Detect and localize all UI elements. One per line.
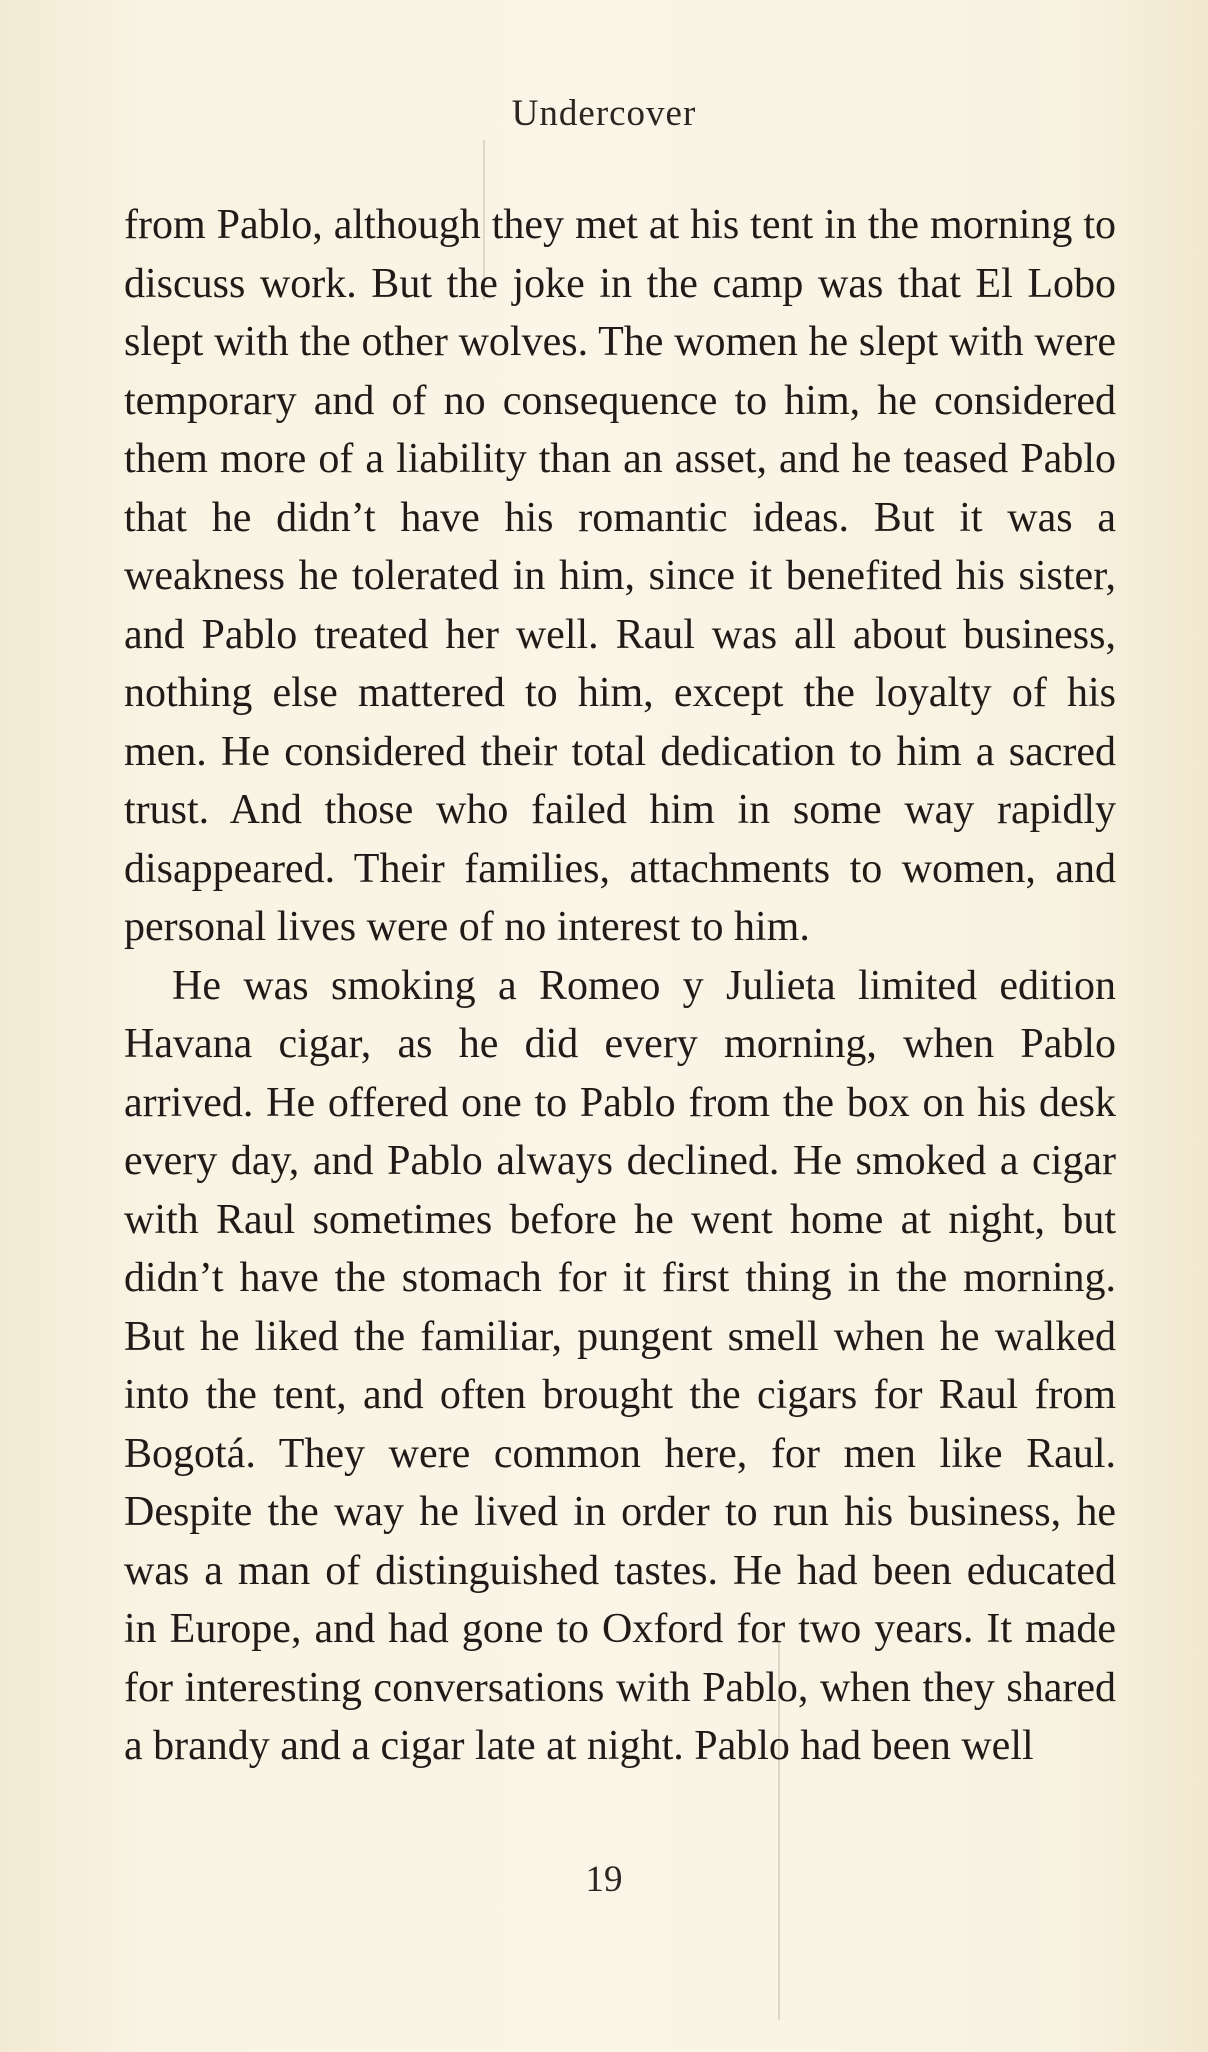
page-number: 19	[585, 1859, 623, 1900]
running-head: Undercover	[511, 93, 697, 134]
paragraph-2: He was smoking a Romeo y Julieta limited edition Havana cigar, as he did every morning, when Pablo arrived. He offered one to Pablo from the box on his desk every day, and Pablo always declined. He smoked a cigar with Raul sometimes before he went home at night, but didn’t have the stomach for it first thing in the morning. But he liked the familiar, pungent smell when he walked into the tent, and often brought the cigars for Raul from Bogotá. They were common here, for men like Raul. Despite the way he lived in order to run his business, he was a man of distinguished tastes. He had been educated in Europe, and had gone to Oxford for two years. It made for interesting conversations with Pablo, when they shared a brandy and a cigar late at night. Pablo had been well	[124, 962, 1116, 1769]
body-text	[124, 196, 1116, 1776]
paragraph-1: from Pablo, although they met at his tent in the morning to discuss work. But the joke in the camp was that El Lobo slept with the other wolves. The women he slept with were temporary and of no consequence to him, he considered them more of a liability than an asset, and he teased Pablo that he didn’t have his romantic ideas. But it was a weakness he tolerated in him, since it benefited his sister, and Pablo treated her well. Raul was all about business, nothing else mattered to him, except the loyalty of his men. He considered their total dedication to him a sacred trust. And those who failed him in some way rapidly disappeared. Their families, attachments to women, and personal lives were of no interest to him.	[124, 202, 1116, 950]
